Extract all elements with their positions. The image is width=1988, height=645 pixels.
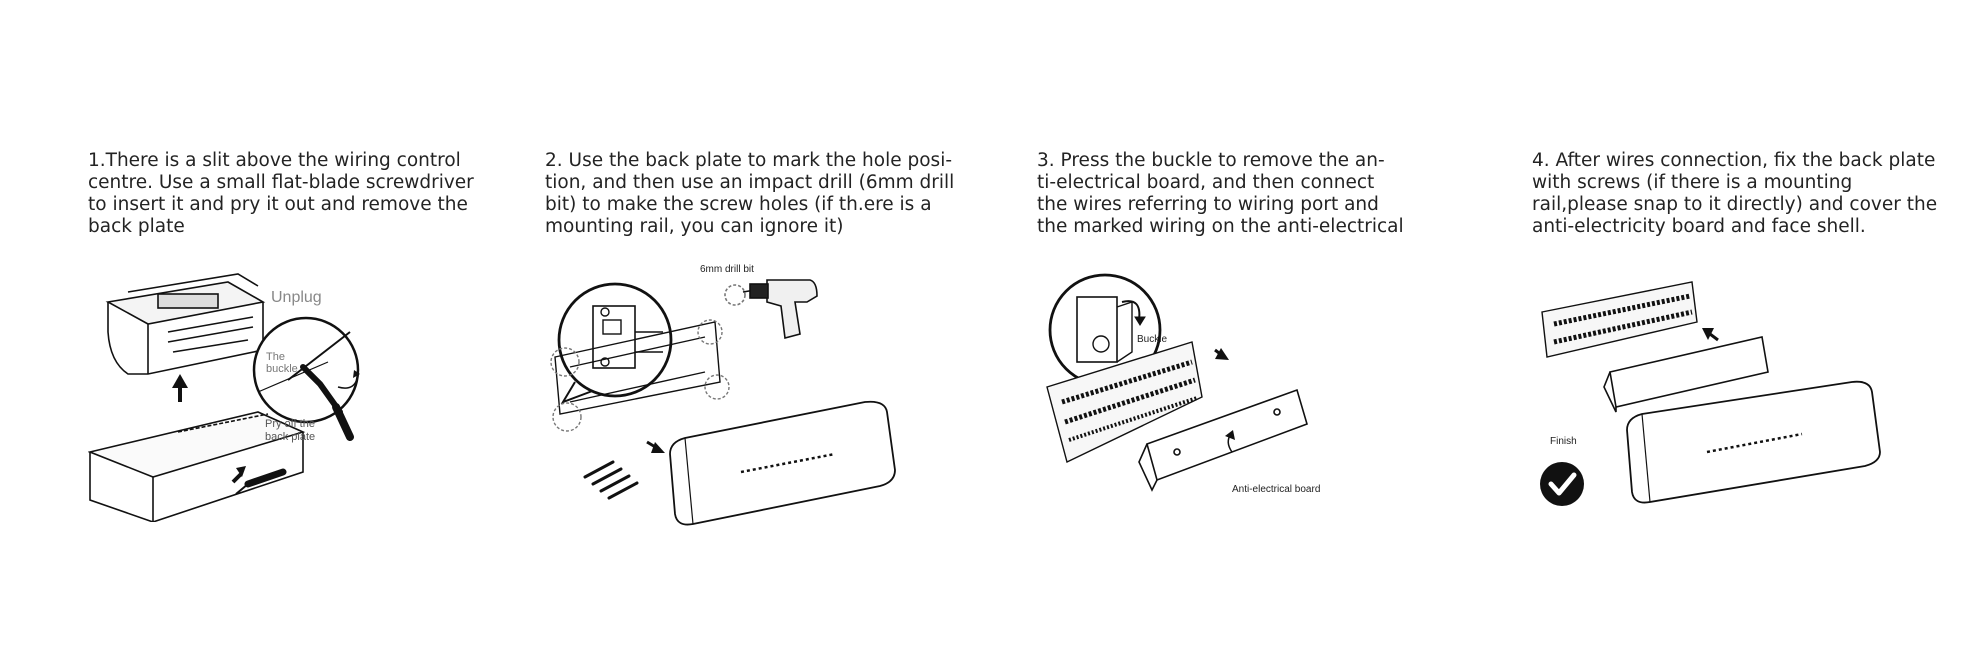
step-2 xyxy=(545,0,1015,645)
zoom-callout xyxy=(559,284,671,402)
drill-bit-label: 6mm drill bit xyxy=(700,264,754,275)
pry-label: Pry off the back plate xyxy=(265,418,316,443)
step-2-text: 2. Use the back plate to mark the hole posi- tion, and then use an impact drill (6mm drill bit) to make the screw holes (if th.ere is a mounting rail, you can ignore it) xyxy=(545,150,955,237)
arrow-icon xyxy=(1215,348,1229,360)
anti-electrical-board-label: Anti-electrical board xyxy=(1232,484,1321,495)
buckle-label: The buckle xyxy=(266,351,298,375)
arrow-icon xyxy=(1702,328,1718,340)
finish-label: Finish xyxy=(1550,436,1577,447)
step-3-illustration xyxy=(1037,262,1437,522)
step-1 xyxy=(88,0,558,645)
face-shell xyxy=(670,402,895,525)
arrow-icon xyxy=(233,466,246,482)
screws xyxy=(585,462,637,498)
step-1-text: 1.There is a slit above the wiring control centre. Use a small flat-blade screwdriver to insert it and pry it out and remove the back plate xyxy=(88,150,474,237)
step-1-illustration xyxy=(88,262,478,522)
step-3 xyxy=(1037,0,1507,645)
step-2-illustration xyxy=(545,262,925,532)
buckle-label: Buckle xyxy=(1137,334,1168,345)
arrow-icon xyxy=(172,374,188,402)
step-4 xyxy=(1532,0,1988,645)
step-4-illustration xyxy=(1532,262,1932,522)
face-shell xyxy=(1627,382,1880,503)
back-plate-removed xyxy=(108,274,263,374)
step-4-text: 4. After wires connection, fix the back plate with screws (if there is a mounting rail,please snap to it directly) and cover the anti-electricity board and face shell. xyxy=(1532,150,1938,237)
step-3-text: 3. Press the buckle to remove the an- ti-electrical board, and then connect the wires referring to wiring port and the marked wiring on the anti-electrical xyxy=(1037,150,1404,237)
drill-icon xyxy=(725,280,817,338)
arrow-icon xyxy=(647,442,665,453)
unplug-label: Unplug xyxy=(271,289,322,306)
wiring-board xyxy=(1542,282,1697,357)
check-circle-icon xyxy=(1540,462,1584,506)
